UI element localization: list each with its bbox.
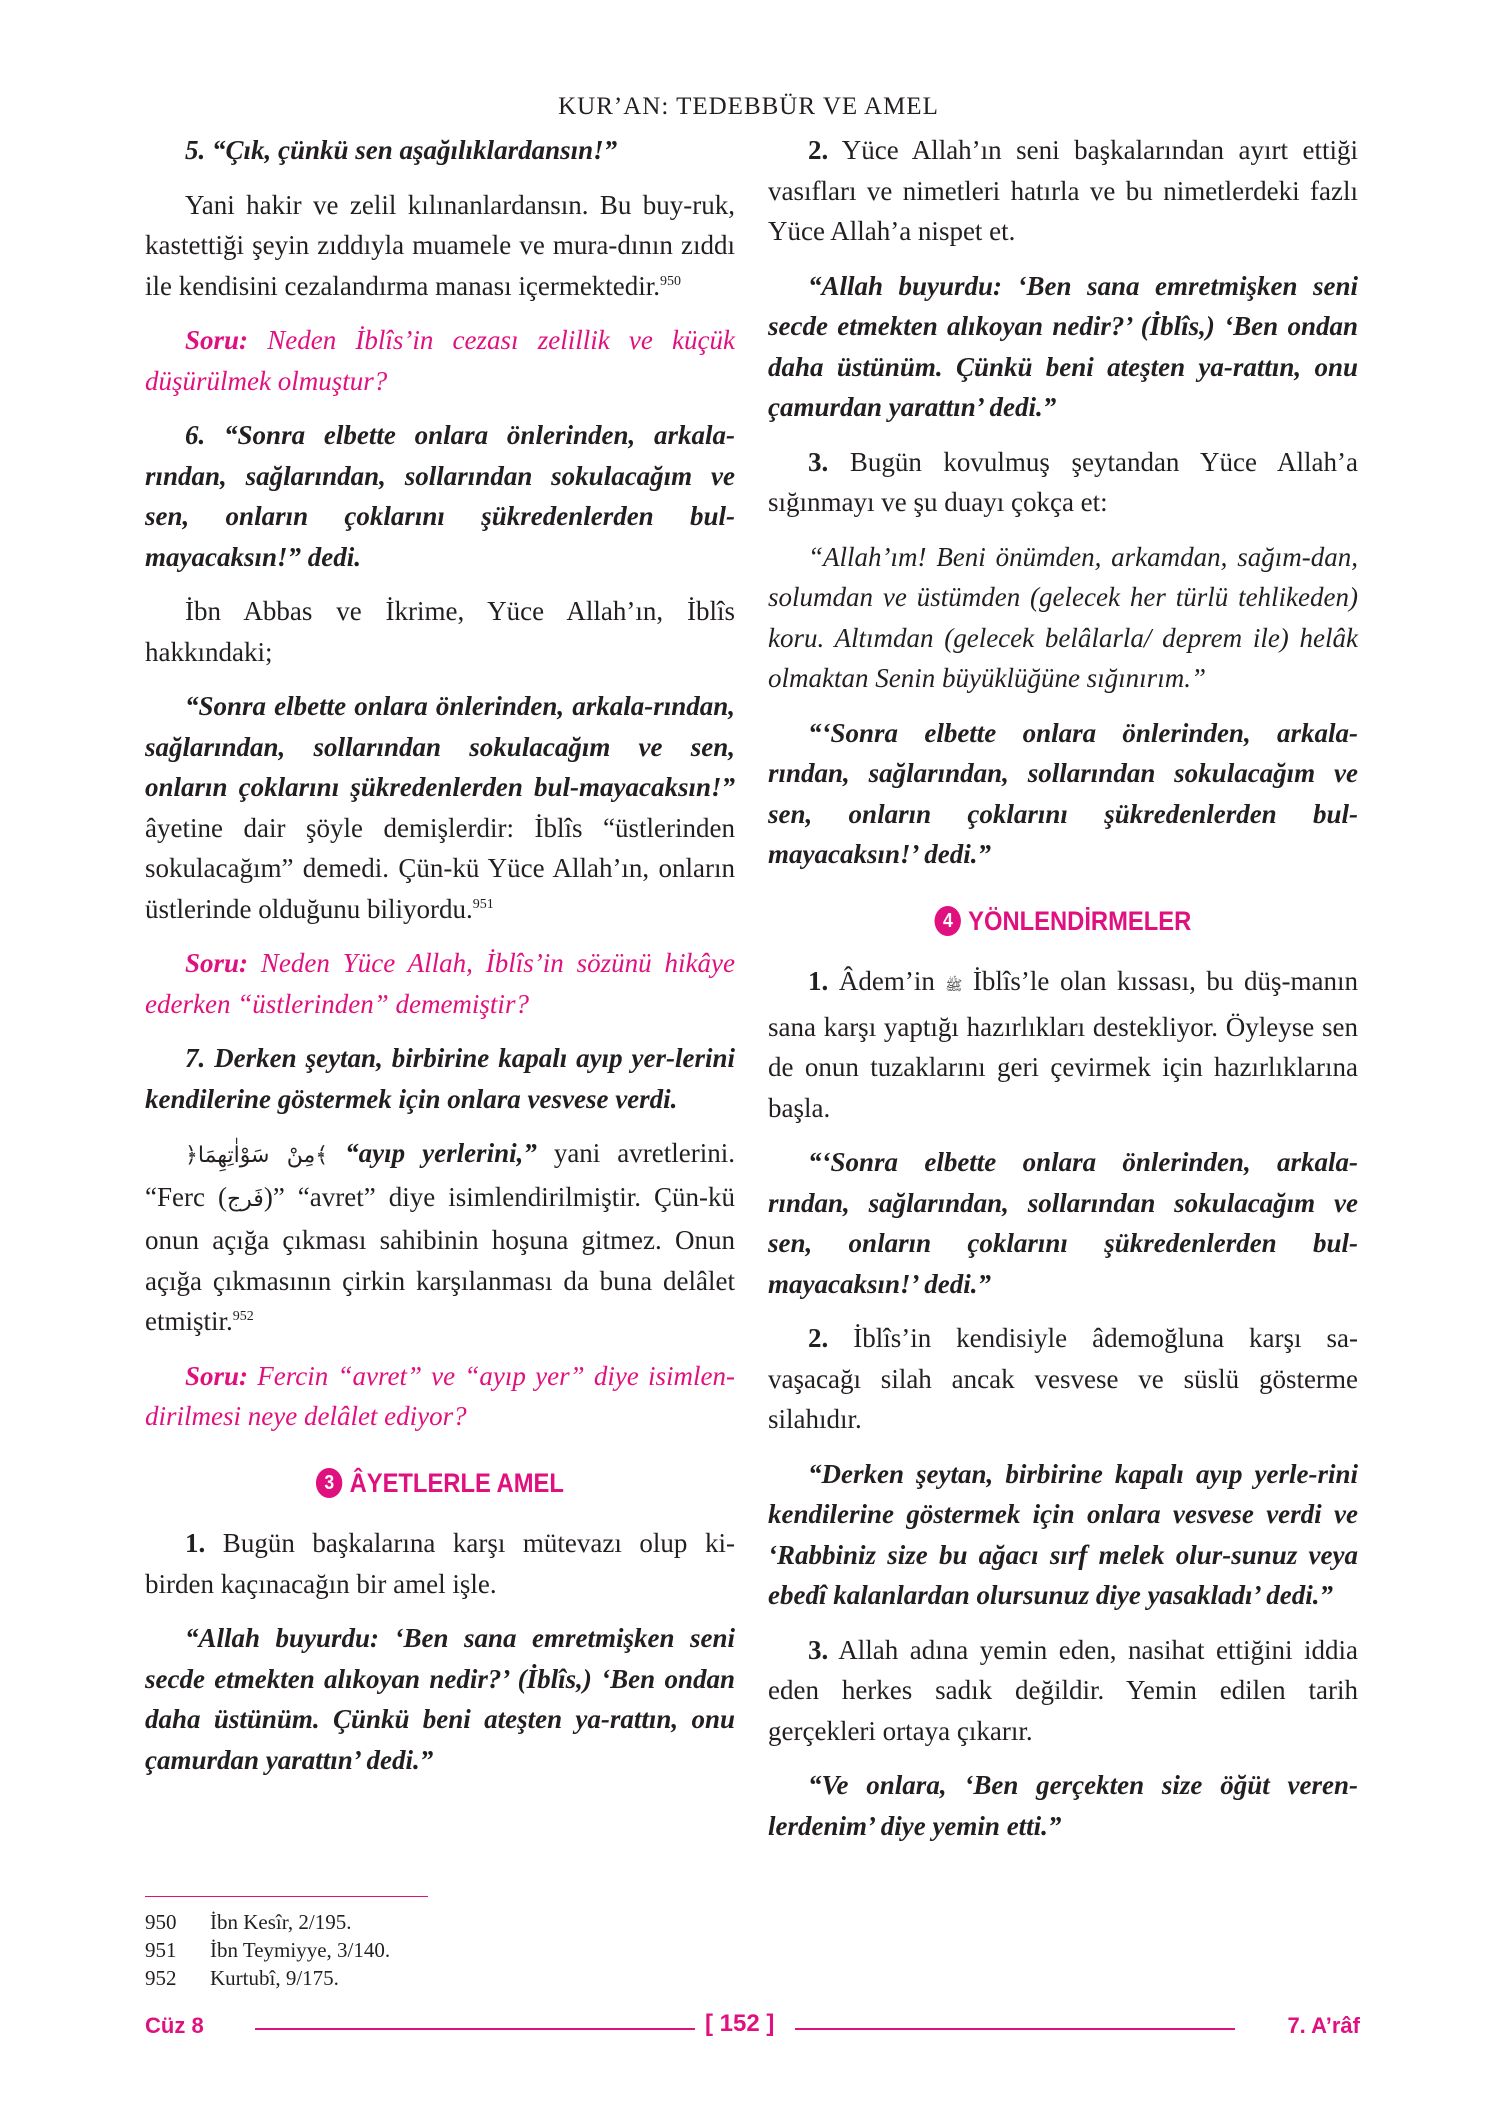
question-1: Soru: Neden İblîs’in cezası zelillik ve küçük düşürülmek olmuştur? [145, 325, 735, 396]
footnote-ref[interactable]: 952 [232, 1309, 254, 1324]
verse-7: 7. Derken şeytan, birbirine kapalı ayıp yer-lerini kendilerine göstermek için onlara vesvese verdi. [145, 1043, 735, 1114]
footnote-ref[interactable]: 951 [472, 896, 494, 912]
action-item: 2. Yüce Allah’ın seni başkalarından ayırt ettiği vasıfları ve nimetleri hatırla ve bu nimetlerdeki fazlı Yüce Allah’a nispet et. [768, 135, 1358, 246]
page-number: [ 152 ] [705, 2010, 775, 2037]
commentary-paragraph: “Sonra elbette onlara önlerinden, arkala-rından, sağlarından, sollarından sokulacağım ve sen, onların çoklarını şükredenlerden bul-mayacaksın!” âyetine dair şöyle demişlerdir: İblîs “üstlerinden sokulacağım” demedi. Çün-kü Yüce Allah’ın, onların üstlerinde olduğunu biliyordu.$^{951}$ [145, 691, 735, 924]
running-header: KUR’AN: TEDEBBÜR VE AMEL [558, 93, 939, 120]
action-item: 3. Bugün kovulmuş şeytandan Yüce Allah’a sığınmayı ve şu duayı çokça et: [768, 446, 1358, 517]
footer-rule-right [795, 2028, 1235, 2030]
question-2: Soru: Neden Yüce Allah, İblîs’in sözünü hikâye ederken “üstlerinden” dememiştir? [145, 948, 735, 1019]
footer-rule-left [255, 2028, 695, 2030]
page-footer [145, 2010, 1360, 2047]
arabic-phrase: ﴿مِنْ سَوْاٰتِهِمَا﴾ [185, 1143, 329, 1168]
guidance-item: 3. Allah adına yemin eden, nasihat ettiğini iddia eden herkes sadık değildir. Yemin edilen tarih gerçekleri ortaya çıkarır. [768, 1634, 1358, 1746]
footnote-divider [145, 1896, 428, 1897]
guidance-item: 2. İblîs’in kendisiyle âdemoğluna karşı sa-vaşacağı silah ancak vesvese ve süslü gösterme silahıdır. [768, 1323, 1358, 1434]
footer-surah: 7. A’râf [1287, 2013, 1360, 2038]
verse-6: 6. “Sonra elbette onlara önlerinden, arkala-rından, sağlarından, sollarından sokulacağım ve sen, onların çoklarını şükredenlerden bul-mayacaksın!” dedi. [145, 420, 735, 572]
section-heading-4: 4 YÖNLENDİRMELER [803, 901, 1322, 942]
section-number-badge: 4 [935, 906, 961, 936]
footnote: 950 İbn Kesîr, 2/195. [145, 1910, 352, 1934]
question-3: Soru: Fercin “avret” ve “ayıp yer” diye isimlen-dirilmesi neye delâlet ediyor? [145, 1360, 735, 1431]
prayer-quote: “Allah’ım! Beni önümden, arkamdan, sağım-dan, solumdan ve üstümden (gelecek her türlü tehlikeden) koru. Altımdan (gelecek belâlarla/ deprem ile) helâk olmaktan Senin büyüklüğüne sığınırım.” [768, 541, 1358, 693]
verse-quote: “Ve onlara, ‘Ben gerçekten size öğüt veren-lerdenim’ diye yemin etti.” [768, 1770, 1358, 1841]
commentary-paragraph: Yani hakir ve zelil kılınanlardansın. Bu buy-ruk, kastettiği şeyin zıddıyla muamele ve mura-dının zıddı ile kendisini cezalandırma manası içermektedir.$^{950}$ [145, 189, 735, 301]
left-column [145, 130, 735, 1794]
right-column [768, 130, 1358, 1860]
section-number-badge: 3 [316, 1468, 342, 1498]
footnote: 951 İbn Teymiyye, 3/140. [145, 1938, 391, 1962]
honorific-glyph: ﷺ [945, 978, 963, 994]
verse-quote: “Allah buyurdu: ‘Ben sana emretmişken seni secde etmekten alıkoyan nedir?’ (İblîs,) ‘Ben ondan daha üstünüm. Çünkü beni ateşten ya-rattın, onu çamurdan yarattın’ dedi.” [145, 1623, 735, 1775]
verse-quote: “Allah buyurdu: ‘Ben sana emretmişken seni secde etmekten alıkoyan nedir?’ (İblîs,) ‘Ben ondan daha üstünüm. Çünkü beni ateşten ya-rattın, onu çamurdan yarattın’ dedi.” [768, 270, 1358, 422]
commentary-paragraph: ﴿مِنْ سَوْاٰتِهِمَا﴾ “ayıp yerlerini,” yani avretlerini. “Ferc (فَرج)” “avret” diye isimlendirilmiştir. Çün-kü onun açığa çıkması sahibinin hoşuna gitmez. Onun açığa çıkmasının çirkin karşılanması da buna delâlet etmiştir.$^{952}$ [145, 1138, 735, 1336]
verse-5: 5. “Çık, çünkü sen aşağılıklardansın!” [185, 135, 618, 165]
footnote: 952 Kurtubî, 9/175. [145, 1966, 339, 1990]
verse-quote: “‘Sonra elbette onlara önlerinden, arkala-rından, sağlarından, sollarından sokulacağım ve sen, onların çoklarını şükredenlerden bul-mayacaksın!’ dedi.” [768, 1147, 1358, 1299]
arabic-word: فَرج [226, 1186, 264, 1212]
footer-juz: Cüz 8 [145, 2013, 204, 2038]
action-item: 1. Bugün başkalarına karşı mütevazı olup ki-birden kaçınacağın bir amel işle. [145, 1528, 735, 1599]
footnote-ref[interactable]: 950 [660, 273, 682, 289]
section-heading-3: 3 ÂYETLERLE AMEL [180, 1463, 699, 1504]
verse-quote: “‘Sonra elbette onlara önlerinden, arkala-rından, sağlarından, sollarından sokulacağım ve sen, onların çoklarını şükredenlerden bul-mayacaksın!’ dedi.” [768, 717, 1358, 869]
commentary-paragraph: İbn Abbas ve İkrime, Yüce Allah’ın, İblîs hakkındaki; [145, 596, 735, 667]
footnotes [145, 1908, 390, 1992]
guidance-item: 1. Âdem’in ﷺ İblîs’le olan kıssası, bu düş-manın sana karşı yaptığı hazırlıkları destekliyor. Öyleyse sen de onun tuzaklarını geri çevirmek için hazırlıklarına başla. [768, 966, 1358, 1123]
verse-quote: “Derken şeytan, birbirine kapalı ayıp yerle-rini kendilerine göstermek için onlara vesvese verdi ve ‘Rabbiniz size bu ağacı sırf melek olur-sunuz veya ebedî kalanlardan olursunuz diye yasakladı’ dedi.” [768, 1458, 1358, 1610]
